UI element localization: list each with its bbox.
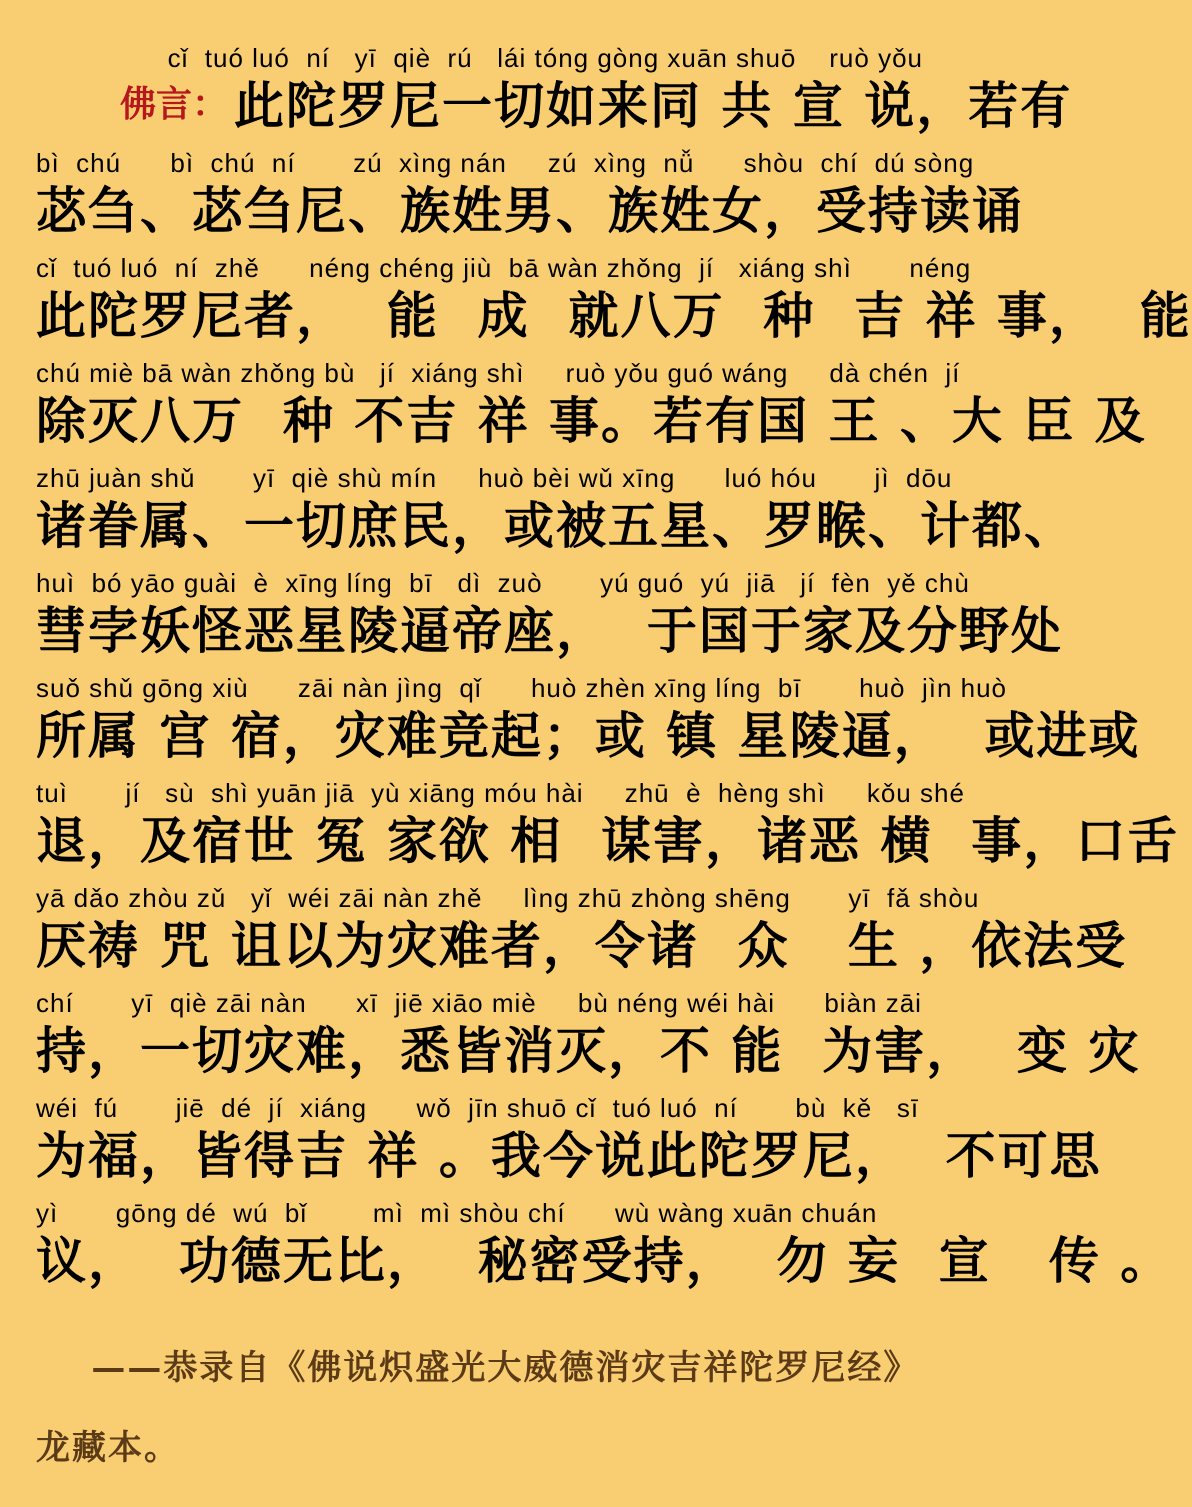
pinyin-row: yā dǎo zhòu zǔ yǐ wéi zāi nàn zhě lìng zhū zhòng shēng yī fǎ shòu: [36, 883, 980, 913]
hanzi-row: 退，及宿世 冤 家欲 相 谋害，诸恶 横 事，口舌: [36, 812, 1180, 870]
source-citation: ——恭录自《佛说炽盛光大威德消灾吉祥陀罗尼经》: [36, 1348, 920, 1388]
hanzi-row: 持，一切灾难，悉皆消灭，不 能 为害， 变 灾: [36, 1022, 1141, 1080]
verse-line-3: [36, 250, 1192, 354]
verse-line-12: [36, 1195, 1173, 1299]
hanzi-row: 为福，皆得吉 祥 。我今说此陀罗尼， 不可思: [36, 1127, 1102, 1185]
speaker-text: 佛言：: [120, 83, 229, 125]
hanzi-row: 厌祷 咒 诅以为灾难者，令诸 众 生 ，依法受: [36, 917, 1128, 975]
hanzi-row: 此陀罗尼者， 能 成 就八万 种 吉 祥 事， 能: [36, 287, 1192, 345]
verse-line-7: [36, 670, 1141, 774]
hanzi-row: [234, 74, 1073, 138]
pinyin-row: yì gōng dé wú bǐ mì mì shòu chí wù wàng xuān chuán: [36, 1198, 878, 1228]
verse-line-11: [36, 1090, 1102, 1194]
hanzi-row: 所属 宫 宿，灾难竞起；或 镇 星陵逼， 或进或: [36, 707, 1141, 765]
hanzi-row: 议， 功德无比， 秘密受持， 勿 妄 宣 传 。: [36, 1232, 1173, 1290]
verse-text: 此陀罗尼一切如来同 共 宣 说，若有: [234, 77, 1073, 135]
verse-line-5: [36, 460, 1076, 564]
hanzi-row: 诸眷属、一切庶民，或被五星、罗睺、计都、: [36, 497, 1076, 555]
pinyin-row: wéi fú jiē dé jí xiáng wǒ jīn shuō cǐ tuó luó ní bù kě sī: [36, 1093, 920, 1123]
pinyin-row: zhū juàn shǔ yī qiè shù mín huò bèi wǔ xīng luó hóu jì dōu: [36, 463, 953, 493]
verse-line-8: [36, 775, 1180, 879]
pinyin-row: cǐ tuó luó ní zhě néng chéng jiù bā wàn zhǒng jí xiáng shì néng: [36, 253, 972, 283]
hanzi-row: 除灭八万 种 不吉 祥 事。若有国 王 、大 臣 及: [36, 392, 1147, 450]
verse-line-10: [36, 985, 1141, 1089]
pinyin-row: cǐ tuó luó ní yī qiè rú lái tóng gòng xuān shuō ruò yǒu: [36, 43, 923, 73]
pinyin-row: huì bó yāo guài è xīng líng bī dì zuò yú guó yú jiā jí fèn yě chù: [36, 568, 970, 598]
hanzi-row: 苾刍、苾刍尼、族姓男、族姓女，受持读诵: [36, 182, 1024, 240]
speaker-prefix: [120, 82, 228, 126]
verse-line-4: [36, 355, 1147, 459]
pinyin-row: chú miè bā wàn zhǒng bù jí xiáng shì ruò yǒu guó wáng dà chén jí: [36, 358, 961, 388]
verse-line-9: [36, 880, 1128, 984]
source-edition: 龙藏本。: [36, 1428, 180, 1468]
pinyin-row: suǒ shǔ gōng xiù zāi nàn jìng qǐ huò zhèn xīng líng bī huò jìn huò: [36, 673, 1008, 703]
hanzi-row: 彗孛妖怪恶星陵逼帝座， 于国于家及分野处: [36, 602, 1063, 660]
pinyin-row: bì chú bì chú ní zú xìng nán zú xìng nǚ shòu chí dú sòng: [36, 148, 975, 178]
pinyin-row: chí yī qiè zāi nàn xī jiē xiāo miè bù néng wéi hài biàn zāi: [36, 988, 922, 1018]
pinyin-row: tuì jí sù shì yuān jiā yù xiāng móu hài zhū è hèng shì kǒu shé: [36, 778, 965, 808]
verse-line-6: [36, 565, 1063, 669]
verse-line-2: [36, 145, 1046, 249]
